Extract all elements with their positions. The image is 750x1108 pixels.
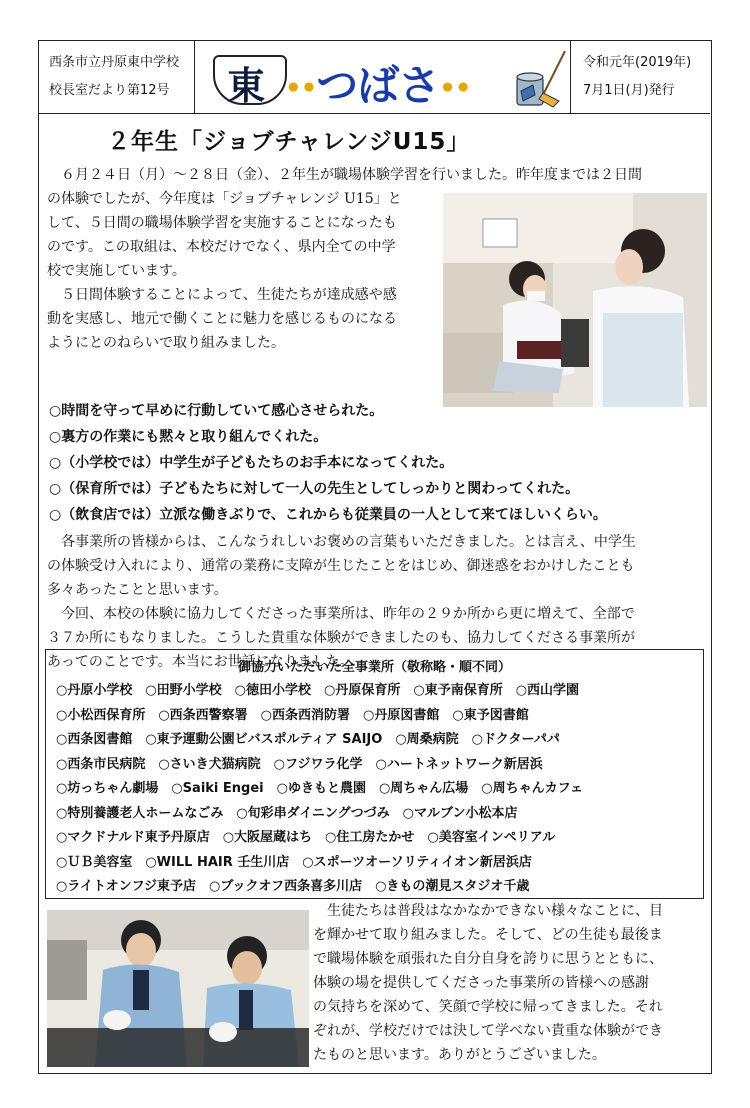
text-line: 今回、本校の体験に協力してくださった事業所は、昨年の２９か所から更に増えて、全部で <box>47 606 635 622</box>
intro-paragraph <box>47 187 445 355</box>
list-item: ○ライトオンフジ東予店 ○ブックオフ西条喜多川店 ○きもの潮見スタジオ千歳 <box>56 879 530 894</box>
businesses-list-title: 御協力いただいた全事業所（敬称略・順不同） <box>237 660 511 675</box>
businesses-list-box <box>45 649 704 899</box>
list-item: ○特別養護老人ホームなごみ ○旬彩串ダイニングつづみ ○マルブン小松本店 <box>56 805 518 821</box>
masthead-dots-icon: •• <box>285 73 317 104</box>
list-item: ○西条図書館 ○東予運動公園ビバスポルティア SAIJO ○周桑病院 ○ドクターパパ <box>56 732 560 747</box>
comment-item: ○（保育所では）子どもたちに対して一人の先生としてしっかりと関わってくれた。 <box>49 481 580 497</box>
text-line: の気持ちを深めて、笑顔で学校に帰ってきました。それ <box>313 999 663 1015</box>
issue-number: 校長室だより第12号 <box>49 83 170 98</box>
list-item: ○西条市民病院 ○さいき犬猫病院 ○フジワラ化学 ○ハートネットワーク新居浜 <box>56 756 543 772</box>
article-title: ２年生「ジョブチャレンジU15」 <box>107 129 471 155</box>
header-left <box>39 41 195 113</box>
comment-item: ○（小学校では）中学生が子どもたちのお手本になってくれた。 <box>49 455 454 471</box>
header-right <box>570 41 710 113</box>
text-line: ようにとのねらいで取り組みました。 <box>47 335 285 351</box>
list-item: ○マクドナルド東予丹原店 ○大阪屋蔵はち ○住工房たかせ ○美容室インペリアル <box>56 830 556 845</box>
text-line: して、５日間の職場体験学習を実施することになったも <box>47 215 397 231</box>
era-date: 令和元年(2019年) <box>583 55 692 70</box>
list-item: ○小松西保育所 ○西条西警察署 ○西条西消防署 ○丹原図書館 ○東予図書館 <box>56 707 529 723</box>
praise-comments <box>49 398 709 528</box>
list-item: ○丹原小学校 ○田野小学校 ○徳田小学校 ○丹原保育所 ○東予南保育所 ○西山学園 <box>56 683 580 698</box>
text-line: ぞれが、学校だけでは決して学べない貴重な体験ができ <box>313 1023 663 1039</box>
closing-paragraph <box>313 899 705 1067</box>
text-line: 体験の場を提供してくださった事業所の皆様への感謝 <box>313 975 649 991</box>
text-line: で職場体験を頑張れた自分自身を誇りに思うとともに、 <box>313 951 663 967</box>
text-line: を輝かせて取り組みました。そして、どの生徒も最後ま <box>313 927 663 943</box>
comment-item: ○裏方の作業にも黙々と取り組んでくれた。 <box>49 429 328 445</box>
businesses-list <box>56 679 703 900</box>
text-line: 動を実感し、地元で働くことに魅力を感じるものになる <box>47 311 397 327</box>
list-item: ○坊っちゃん劇場 ○Saiki Engei ○ゆきもと農園 ○周ちゃん広場 ○周ちゃんカフェ <box>56 781 583 796</box>
masthead-dots-icon: •• <box>439 73 471 104</box>
intro-line: ６月２４日（月）～２８日（金）、２年生が職場体験学習を行いました。昨年度までは２日間 <box>61 167 642 183</box>
cleaning-tools-icon <box>513 47 569 109</box>
text-line: のです。この取組は、本校だけでなく、県内全ての中学 <box>47 239 396 255</box>
text-line: の体験でしたが、今年度は「ジョブチャレンジ U15」と <box>47 191 402 207</box>
text-line: たものと思います。ありがとうございました。 <box>313 1047 606 1063</box>
photo-blood-pressure-practice <box>443 193 707 407</box>
text-line: ３７か所にもなりました。こうした貴重な体験ができましたのも、協力してくださる事業所が <box>47 630 635 646</box>
comment-item: ○（飲食店では）立派な働きぶりで、これからも従業員の一人として来てほしいくらい。 <box>49 507 607 523</box>
masthead-kanji: 東 <box>227 64 266 108</box>
text-line: ５日間体験することによって、生徒たちが達成感や感 <box>47 287 397 303</box>
text-line: 生徒たちは普段はなかなかできない様々なことに、目 <box>313 903 663 919</box>
text-line: の体験受け入れにより、通常の業務に支障が生じたことをはじめ、御迷惑をおかけしたことも <box>47 558 635 574</box>
list-item: ○ＵＢ美容室 ○WILL HAIR 壬生川店 ○スポーツオーソリティイオン新居浜店 <box>56 854 532 870</box>
masthead-title: つばさ <box>316 61 440 110</box>
newsletter-page <box>38 40 712 1074</box>
text-line: 校で実施しています。 <box>47 263 186 279</box>
header <box>39 41 710 114</box>
photo-students-police-uniform <box>47 910 309 1067</box>
school-name: 西条市立丹原東中学校 <box>49 55 180 70</box>
text-line: あってのことです。本当にお世話になりました。 <box>47 654 354 670</box>
text-line: 多々あったことと思います。 <box>47 582 228 598</box>
publication-date: 7月1日(月)発行 <box>583 83 675 98</box>
masthead-title-wrap <box>285 53 471 113</box>
comment-item: ○時間を守って早めに行動していて感心させられた。 <box>49 403 384 419</box>
text-line: 各事業所の皆様からは、こんなうれしいお褒めの言葉もいただきました。とは言え、中学生 <box>47 534 636 550</box>
masthead <box>195 41 570 113</box>
